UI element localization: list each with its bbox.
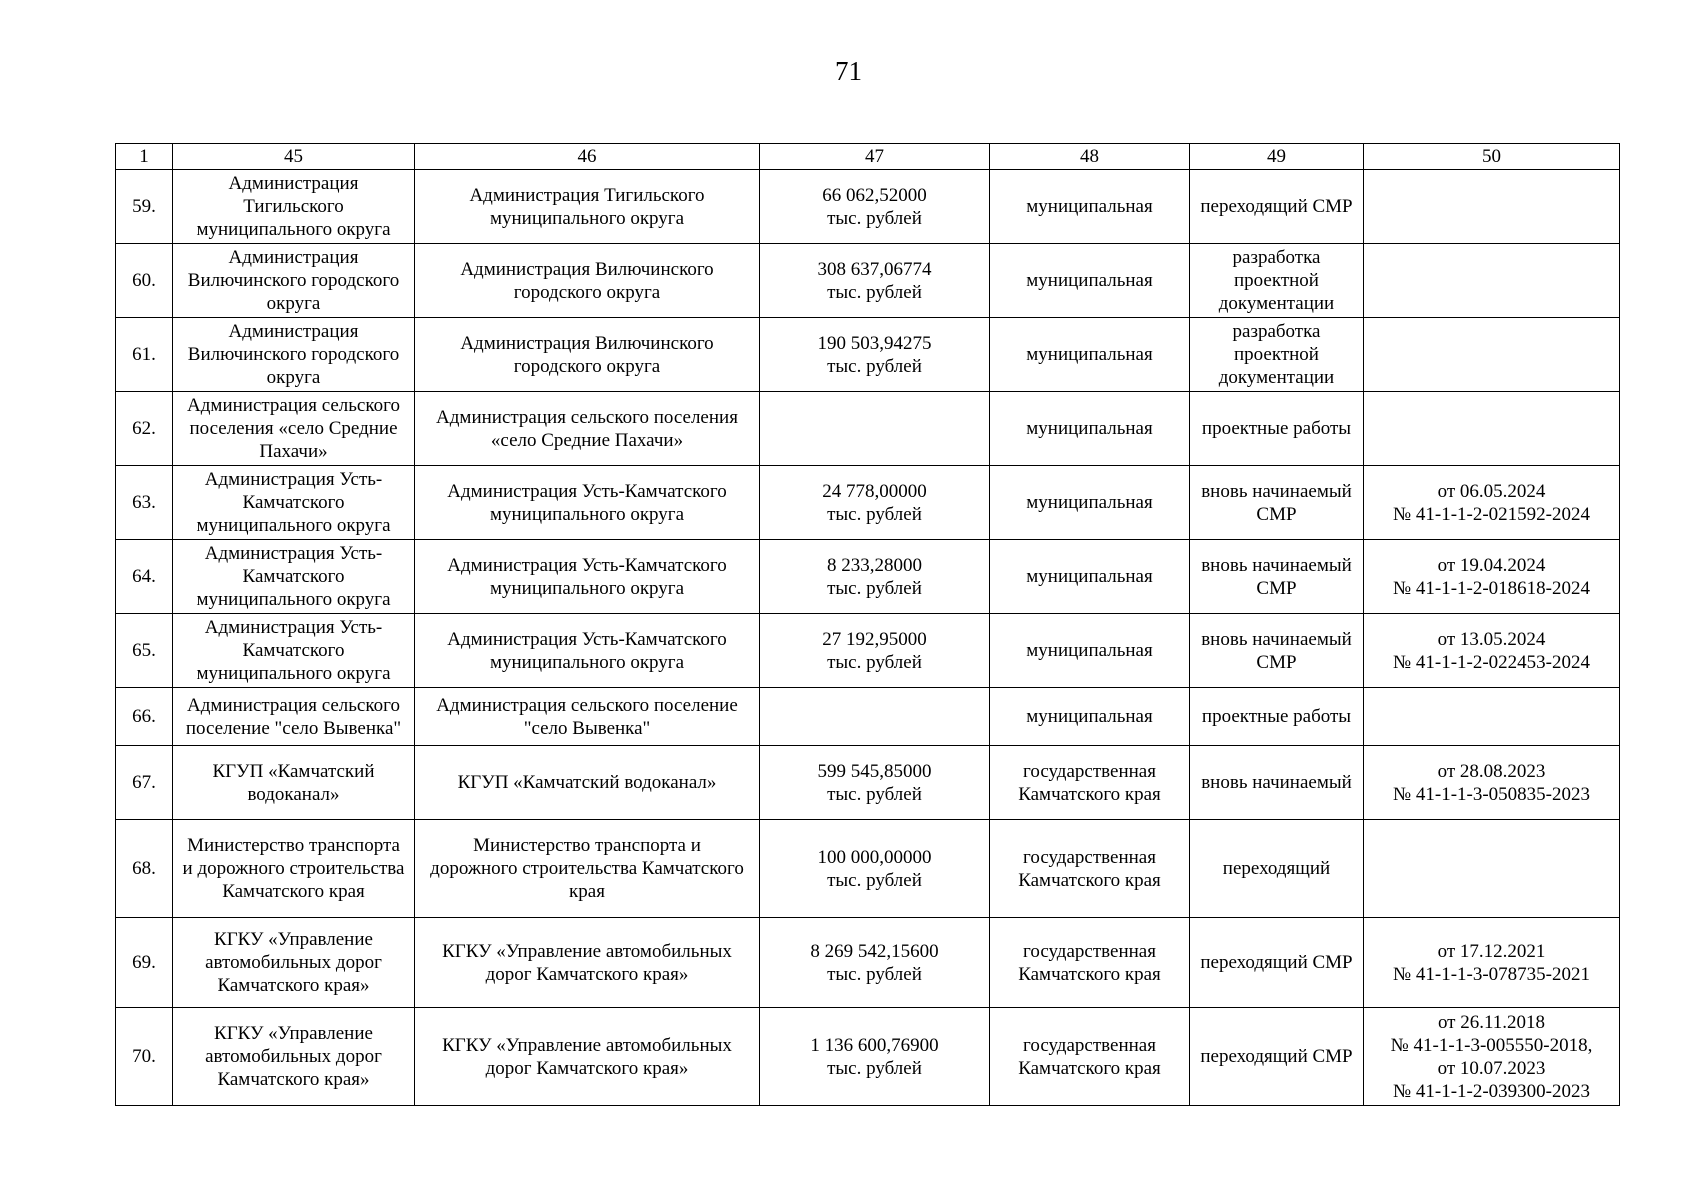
cell-line: № 41-1-1-2-018618-2024 xyxy=(1392,577,1590,599)
cell-line: муниципального округа xyxy=(196,515,391,536)
stage-cell xyxy=(1190,688,1364,746)
expertise-cell xyxy=(1364,466,1620,540)
cell-line: проектные работы xyxy=(1201,706,1352,727)
page-number: 71 xyxy=(835,56,862,86)
cell-line: городского округа xyxy=(513,355,661,377)
cell-line: водоканал» xyxy=(247,783,340,805)
cell-line: края xyxy=(569,881,605,902)
cell-line: проектной xyxy=(1234,270,1319,291)
cell-line: тыс. рублей xyxy=(827,1057,922,1079)
cell-line: переходящий СМР xyxy=(1200,952,1353,973)
expertise-cell xyxy=(1364,392,1620,466)
organization-cell xyxy=(173,244,415,318)
cell-line: 1 136 600,76900 xyxy=(810,1034,939,1056)
cost-cell xyxy=(760,244,990,318)
header-cell: 46 xyxy=(415,144,760,170)
cell-line: от 17.12.2021 xyxy=(1437,940,1546,962)
cell-line: Камчатского края xyxy=(1018,783,1161,805)
cell-line: дорожного строительства Камчатского xyxy=(430,858,744,879)
cell-line: тыс. рублей xyxy=(827,577,922,599)
cell-line: КГКУ «Управление автомобильных xyxy=(442,1034,732,1056)
organization-cell xyxy=(173,392,415,466)
cost-cell xyxy=(760,614,990,688)
header-cell: 48 xyxy=(990,144,1190,170)
customer-cell xyxy=(415,746,760,820)
cell-line: муниципальная xyxy=(1026,344,1153,365)
cost-cell xyxy=(760,1008,990,1106)
cell-line: Камчатского края xyxy=(1018,963,1161,985)
cell-line: 66 062,52000 xyxy=(822,184,927,206)
cell-line: № 41-1-1-2-022453-2024 xyxy=(1392,651,1590,673)
cell-line: городского округа xyxy=(513,281,661,303)
cost-cell xyxy=(760,170,990,244)
cell-line: КГУП «Камчатский xyxy=(212,760,375,782)
cell-line: от 28.08.2023 xyxy=(1437,760,1546,782)
cell-line: муниципальная xyxy=(1026,566,1153,587)
cell-line: автомобильных дорог xyxy=(205,952,382,973)
cell-line: Министерство транспорта и xyxy=(473,835,701,856)
expertise-cell xyxy=(1364,1008,1620,1106)
cell-line: тыс. рублей xyxy=(827,207,922,229)
cost-cell xyxy=(760,540,990,614)
cell-line: от 10.07.2023 xyxy=(1437,1057,1546,1079)
cell-line: Администрация Усть-Камчатского xyxy=(447,480,727,502)
cell-line: государственная xyxy=(1023,1034,1156,1056)
cell-line: муниципального округа xyxy=(489,207,685,229)
cell-line: № 41-1-1-3-078735-2021 xyxy=(1392,963,1590,985)
header-cell: 45 xyxy=(173,144,415,170)
cell-line: и дорожного строительства xyxy=(182,858,405,879)
row-number-cell: 69. xyxy=(116,918,173,1008)
cell-line: вновь начинаемый xyxy=(1201,554,1352,576)
cell-line: муниципального округа xyxy=(196,219,391,240)
cell-line: Министерство транспорта xyxy=(187,835,400,856)
ownership-cell xyxy=(990,746,1190,820)
cell-line: от 26.11.2018 xyxy=(1437,1011,1546,1033)
header-cell: 49 xyxy=(1190,144,1364,170)
cell-line: 24 778,00000 xyxy=(822,480,927,502)
cost-cell xyxy=(760,392,990,466)
organization-cell xyxy=(173,318,415,392)
cell-line: округа xyxy=(266,367,321,388)
cell-line: документации xyxy=(1218,293,1335,314)
stage-cell xyxy=(1190,244,1364,318)
cell-line: тыс. рублей xyxy=(827,783,922,805)
cell-line: Администрация Вилючинского xyxy=(460,332,714,354)
cell-line: Тигильского xyxy=(243,196,344,217)
customer-cell xyxy=(415,318,760,392)
cell-line: Администрация Тигильского xyxy=(469,184,705,206)
cell-line: Администрация сельского поселения xyxy=(436,406,738,428)
stage-cell xyxy=(1190,170,1364,244)
cell-line: округа xyxy=(266,293,321,314)
customer-cell xyxy=(415,466,760,540)
cell-line: проектные работы xyxy=(1201,418,1352,439)
customer-cell xyxy=(415,170,760,244)
cell-line: переходящий xyxy=(1222,858,1331,879)
row-number-cell: 66. xyxy=(116,688,173,746)
row-number-cell: 68. xyxy=(116,820,173,918)
cell-line: муниципальная xyxy=(1026,196,1153,217)
cost-cell xyxy=(760,918,990,1008)
cell-line: муниципальная xyxy=(1026,492,1153,513)
cell-line: Администрация Усть- xyxy=(204,469,383,490)
table-row xyxy=(116,466,1620,540)
cell-line: Камчатского xyxy=(242,566,345,587)
cell-line: СМР xyxy=(1256,503,1297,525)
cell-line: муниципального округа xyxy=(196,663,391,684)
expertise-cell xyxy=(1364,688,1620,746)
cell-line: Камчатского края» xyxy=(217,1069,370,1090)
ownership-cell xyxy=(990,1008,1190,1106)
ownership-cell xyxy=(990,466,1190,540)
cell-line: № 41-1-1-2-039300-2023 xyxy=(1392,1080,1590,1102)
data-table xyxy=(115,143,1620,1106)
cell-line: «село Средние Пахачи» xyxy=(490,429,684,451)
cell-line: поселение "село Вывенка" xyxy=(185,717,402,739)
stage-cell xyxy=(1190,318,1364,392)
cell-line: Камчатского xyxy=(242,640,345,661)
cell-line: КГКУ «Управление автомобильных xyxy=(442,940,732,962)
cell-line: тыс. рублей xyxy=(827,355,922,377)
row-number-cell: 60. xyxy=(116,244,173,318)
table-row xyxy=(116,392,1620,466)
cell-line: Камчатского края xyxy=(1018,1057,1161,1079)
cell-line: Камчатского края xyxy=(222,881,365,902)
table-row xyxy=(116,688,1620,746)
ownership-cell xyxy=(990,244,1190,318)
cell-line: муниципального округа xyxy=(196,589,391,610)
row-number-cell: 59. xyxy=(116,170,173,244)
customer-cell xyxy=(415,392,760,466)
cell-line: КГКУ «Управление xyxy=(214,1023,373,1044)
header-cell: 47 xyxy=(760,144,990,170)
cell-line: от 19.04.2024 xyxy=(1437,554,1546,576)
table-row xyxy=(116,170,1620,244)
cell-line: № 41-1-1-3-050835-2023 xyxy=(1392,783,1590,805)
cell-line: 599 545,85000 xyxy=(817,760,932,782)
customer-cell xyxy=(415,1008,760,1106)
cell-line: 100 000,00000 xyxy=(817,846,932,868)
cell-line: тыс. рублей xyxy=(827,281,922,303)
row-number-cell: 64. xyxy=(116,540,173,614)
table-row xyxy=(116,540,1620,614)
row-number-cell: 62. xyxy=(116,392,173,466)
cell-line: государственная xyxy=(1023,846,1156,868)
cell-line: муниципальная xyxy=(1026,418,1153,439)
cell-line: муниципального округа xyxy=(489,577,685,599)
cell-line: Администрация Усть- xyxy=(204,543,383,564)
cell-line: 8 269 542,15600 xyxy=(810,940,939,962)
cell-line: Администрация сельского xyxy=(187,694,400,716)
cell-line: вновь начинаемый xyxy=(1201,628,1352,650)
expertise-cell xyxy=(1364,614,1620,688)
cell-line: Администрация xyxy=(228,321,359,342)
row-number-cell: 67. xyxy=(116,746,173,820)
cell-line: Администрация Вилючинского xyxy=(460,258,714,280)
cell-line: тыс. рублей xyxy=(827,963,922,985)
cell-line: разработка xyxy=(1232,247,1321,268)
cost-cell xyxy=(760,746,990,820)
expertise-cell xyxy=(1364,540,1620,614)
cell-line: вновь начинаемый xyxy=(1201,772,1352,793)
customer-cell xyxy=(415,614,760,688)
ownership-cell xyxy=(990,540,1190,614)
row-number-cell: 65. xyxy=(116,614,173,688)
cell-line: государственная xyxy=(1023,760,1156,782)
table-row xyxy=(116,614,1620,688)
cell-line: 27 192,95000 xyxy=(822,628,927,650)
cell-line: от 13.05.2024 xyxy=(1437,628,1546,650)
cell-line: Администрация xyxy=(228,173,359,194)
cell-line: проектной xyxy=(1234,344,1319,365)
cell-line: муниципальная xyxy=(1026,270,1153,291)
cell-line: Администрация xyxy=(228,247,359,268)
cell-line: Администрация Усть-Камчатского xyxy=(447,554,727,576)
cell-line: вновь начинаемый xyxy=(1201,480,1352,502)
customer-cell xyxy=(415,688,760,746)
expertise-cell xyxy=(1364,820,1620,918)
stage-cell xyxy=(1190,1008,1364,1106)
cell-line: КГКУ «Управление xyxy=(214,929,373,950)
expertise-cell xyxy=(1364,318,1620,392)
organization-cell xyxy=(173,614,415,688)
cell-line: от 06.05.2024 xyxy=(1437,480,1546,502)
ownership-cell xyxy=(990,392,1190,466)
customer-cell xyxy=(415,820,760,918)
cell-line: КГУП «Камчатский водоканал» xyxy=(457,772,717,793)
cell-line: Администрация сельского поселение xyxy=(436,694,738,716)
organization-cell xyxy=(173,918,415,1008)
cell-line: дорог Камчатского края» xyxy=(485,963,689,985)
cell-line: СМР xyxy=(1256,651,1297,673)
cell-line: тыс. рублей xyxy=(827,869,922,891)
stage-cell xyxy=(1190,392,1364,466)
cell-line: Администрация сельского xyxy=(187,395,400,416)
cell-line: Администрация Усть- xyxy=(204,617,383,638)
organization-cell xyxy=(173,466,415,540)
cell-line: Камчатского xyxy=(242,492,345,513)
expertise-cell xyxy=(1364,746,1620,820)
cell-line: 190 503,94275 xyxy=(817,332,932,354)
cell-line: государственная xyxy=(1023,940,1156,962)
stage-cell xyxy=(1190,746,1364,820)
cell-line: переходящий СМР xyxy=(1200,1046,1353,1067)
cell-line: переходящий СМР xyxy=(1200,196,1353,217)
header-cell: 1 xyxy=(116,144,173,170)
stage-cell xyxy=(1190,540,1364,614)
cell-line: № 41-1-1-3-005550-2018, xyxy=(1390,1034,1593,1056)
ownership-cell xyxy=(990,318,1190,392)
expertise-cell xyxy=(1364,918,1620,1008)
cell-line: дорог Камчатского края» xyxy=(485,1057,689,1079)
table-row xyxy=(116,746,1620,820)
expertise-cell xyxy=(1364,170,1620,244)
ownership-cell xyxy=(990,614,1190,688)
cell-line: поселения «село Средние xyxy=(189,418,398,439)
cell-line: муниципальная xyxy=(1026,640,1153,661)
row-number-cell: 70. xyxy=(116,1008,173,1106)
cell-line: Вилючинского городского xyxy=(187,344,400,365)
organization-cell xyxy=(173,688,415,746)
cell-line: 8 233,28000 xyxy=(827,554,922,576)
cell-line: документации xyxy=(1218,367,1335,388)
organization-cell xyxy=(173,1008,415,1106)
cell-line: муниципального округа xyxy=(489,651,685,673)
table-row xyxy=(116,1008,1620,1106)
cost-cell xyxy=(760,466,990,540)
row-number-cell: 63. xyxy=(116,466,173,540)
organization-cell xyxy=(173,746,415,820)
customer-cell xyxy=(415,918,760,1008)
cell-line: тыс. рублей xyxy=(827,651,922,673)
ownership-cell xyxy=(990,170,1190,244)
cell-line: 308 637,06774 xyxy=(817,258,932,280)
cell-line: муниципального округа xyxy=(489,503,685,525)
table-row xyxy=(116,918,1620,1008)
cell-line: Вилючинского городского xyxy=(187,270,400,291)
cell-line: Администрация Усть-Камчатского xyxy=(447,628,727,650)
ownership-cell xyxy=(990,820,1190,918)
cell-line: Камчатского края xyxy=(1018,869,1161,891)
cell-line: № 41-1-1-2-021592-2024 xyxy=(1392,503,1590,525)
cost-cell xyxy=(760,820,990,918)
cell-line: Пахачи» xyxy=(259,441,328,462)
ownership-cell xyxy=(990,918,1190,1008)
customer-cell xyxy=(415,244,760,318)
cell-line: Камчатского края» xyxy=(217,975,370,996)
table-row xyxy=(116,244,1620,318)
ownership-cell xyxy=(990,688,1190,746)
stage-cell xyxy=(1190,820,1364,918)
cell-line: разработка xyxy=(1232,321,1321,342)
table-row xyxy=(116,318,1620,392)
stage-cell xyxy=(1190,918,1364,1008)
cell-line: тыс. рублей xyxy=(827,503,922,525)
organization-cell xyxy=(173,820,415,918)
organization-cell xyxy=(173,170,415,244)
row-number-cell: 61. xyxy=(116,318,173,392)
header-cell: 50 xyxy=(1364,144,1620,170)
cost-cell xyxy=(760,688,990,746)
cell-line: муниципальная xyxy=(1026,706,1153,727)
table-row xyxy=(116,820,1620,918)
cost-cell xyxy=(760,318,990,392)
cell-line: "село Вывенка" xyxy=(523,717,651,739)
stage-cell xyxy=(1190,466,1364,540)
header-row xyxy=(116,144,1620,170)
customer-cell xyxy=(415,540,760,614)
expertise-cell xyxy=(1364,244,1620,318)
organization-cell xyxy=(173,540,415,614)
stage-cell xyxy=(1190,614,1364,688)
cell-line: СМР xyxy=(1256,577,1297,599)
cell-line: автомобильных дорог xyxy=(205,1046,382,1067)
